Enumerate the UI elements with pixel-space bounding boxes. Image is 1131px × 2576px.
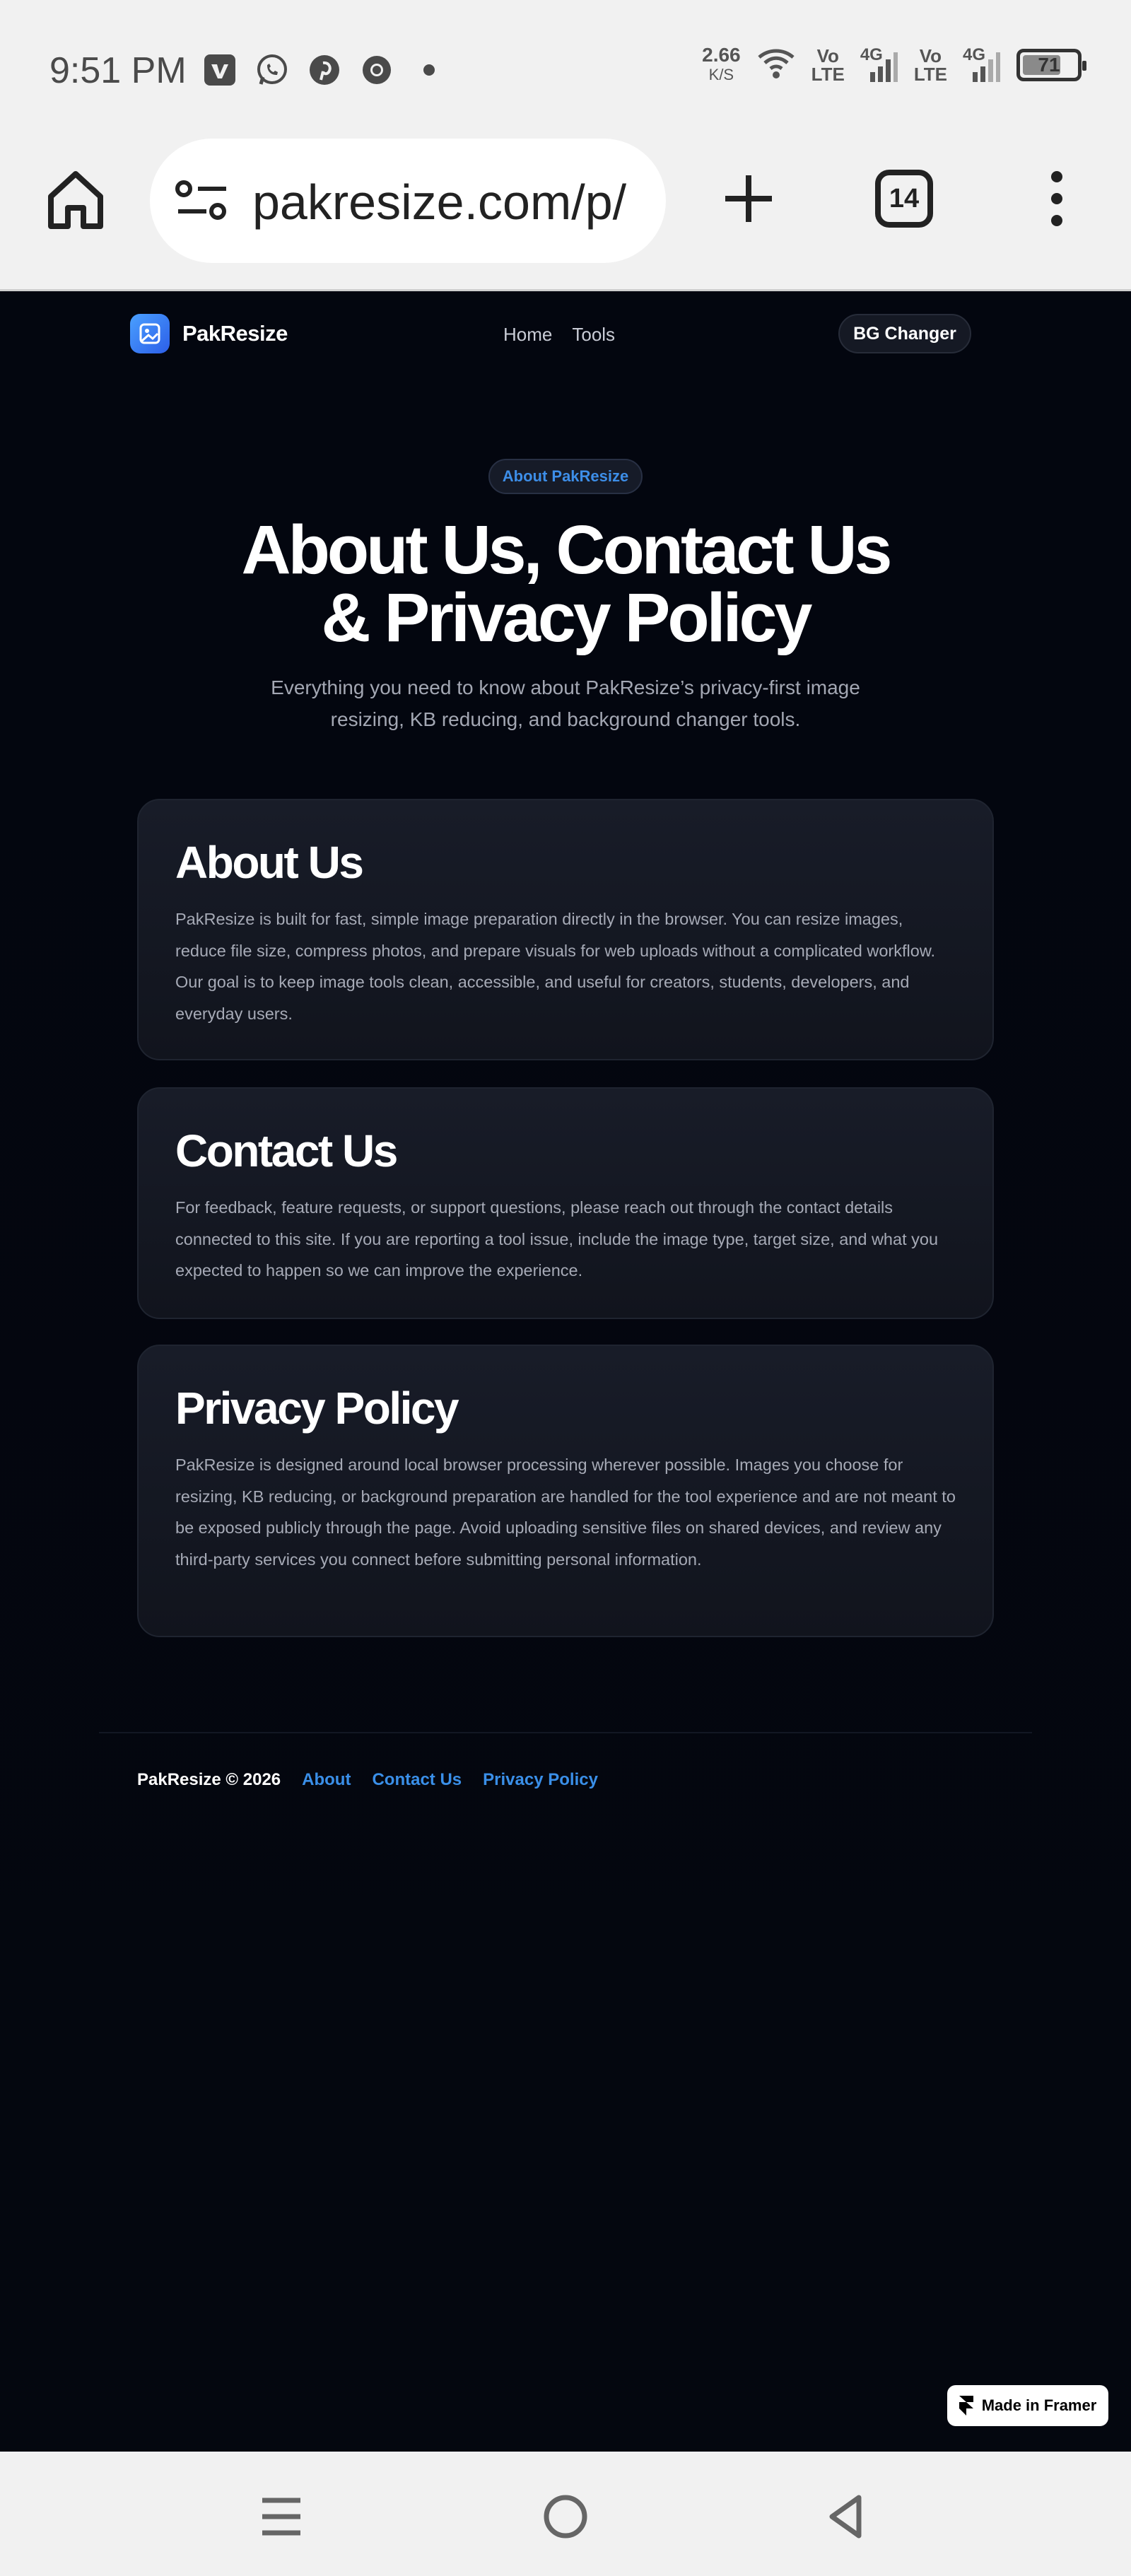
framer-icon: [959, 2396, 973, 2416]
sim2-volte-top: Vo: [919, 45, 942, 66]
network-speed: [702, 45, 741, 85]
plus-icon: [717, 167, 780, 230]
more-vert-icon: [1039, 167, 1074, 230]
sim2-signal-icon: [963, 45, 1001, 85]
battery-icon: [1016, 49, 1082, 81]
wifi-icon: [756, 47, 796, 83]
home-button[interactable]: [44, 167, 107, 230]
nav-tools[interactable]: Tools: [572, 324, 616, 345]
home-nav-button[interactable]: [537, 2488, 594, 2545]
footer-divider: [99, 1732, 1032, 1733]
brand[interactable]: [130, 314, 288, 353]
tab-count: 14: [889, 183, 920, 213]
site-settings-icon[interactable]: [175, 179, 229, 223]
sim2-network-type: 4G: [963, 45, 986, 64]
sim1-signal-icon: [860, 45, 898, 85]
sim1-volte: [811, 47, 845, 83]
about-us-text: PakResize is built for fast, simple image preparation directly in the browser. You can resize images, reduce file size, compress photos, and prepare visuals for web uploads without a complicated workflow. Our goal is to keep image tools clean, accessible, and useful for creators, students, developers, and everyday users.: [175, 910, 936, 1023]
sim2-volte: [914, 47, 947, 83]
footer-link-privacy[interactable]: Privacy Policy: [483, 1770, 598, 1789]
sim1-volte-bottom: LTE: [811, 64, 845, 85]
pinterest-icon: [306, 52, 343, 88]
footer-copyright: PakResize © 2026: [137, 1770, 281, 1789]
recent-apps-button[interactable]: [253, 2488, 310, 2545]
back-triangle-icon: [822, 2492, 872, 2541]
tab-switcher-button[interactable]: [875, 170, 933, 228]
privacy-policy-card: [137, 1345, 994, 1637]
site-footer: [137, 1770, 598, 1790]
footer-link-about[interactable]: About: [302, 1770, 351, 1789]
system-navigation-bar: [0, 2452, 1131, 2576]
about-pill-badge: About PakResize: [488, 459, 643, 494]
contact-us-text: For feedback, feature requests, or support questions, please reach out through the contact details connected to this site. If you are reporting a tool issue, include the image type, target size, and what you expected to happen so we can improve the experience.: [175, 1198, 939, 1280]
url-text[interactable]: pakresize.com/p/: [252, 175, 627, 230]
circle-icon: [541, 2492, 590, 2541]
sim1-volte-top: Vo: [816, 45, 839, 66]
site-header: [0, 291, 1131, 380]
framer-badge-label: Made in Framer: [981, 2396, 1097, 2414]
contact-us-card: [137, 1087, 994, 1319]
contact-us-heading: Contact Us: [175, 1125, 397, 1176]
status-time: 9:51 PM: [49, 50, 187, 91]
sim2-volte-bottom: LTE: [913, 64, 947, 85]
about-us-card: [137, 799, 994, 1060]
privacy-policy-heading: Privacy Policy: [175, 1383, 458, 1434]
nav-home[interactable]: Home: [503, 324, 553, 345]
bg-changer-button[interactable]: BG Changer: [838, 314, 971, 353]
privacy-policy-text: PakResize is designed around local browser processing wherever possible. Images you choose for resizing, KB reducing, or background preparation are handled for the tool experience and are not meant to be exposed publicly through the page. Avoid uploading sensitive files on shared devices, and review any third-party services you connect before submitting personal information.: [175, 1456, 956, 1569]
back-button[interactable]: [819, 2488, 875, 2545]
about-us-heading: About Us: [175, 837, 363, 888]
whatsapp-icon: [254, 52, 291, 88]
notification-icons: [201, 52, 447, 88]
battery-level: 71: [1038, 54, 1060, 76]
address-bar[interactable]: [150, 139, 666, 263]
main-nav: [503, 324, 615, 346]
page-content: [0, 291, 1131, 2452]
status-bar: [0, 0, 1131, 134]
sim1-network-type: 4G: [860, 45, 883, 64]
page-title: About Us, Contact Us & Privacy Policy: [241, 511, 890, 656]
browser-toolbar: [0, 134, 1131, 291]
browser-menu-button[interactable]: [1039, 167, 1074, 230]
status-indicators: [702, 45, 1082, 85]
made-in-framer-badge[interactable]: [947, 2385, 1108, 2426]
footer-link-contact[interactable]: Contact Us: [372, 1770, 462, 1789]
chrome-icon: [358, 52, 395, 88]
dot-icon: [411, 52, 447, 88]
menu-icon: [257, 2492, 306, 2541]
vimeo-icon: [201, 52, 238, 88]
image-logo-icon: [130, 314, 170, 353]
home-icon: [44, 167, 107, 230]
page-subtitle: Everything you need to know about PakResize’s privacy-first image resizing, KB reducing, and background changer tools.: [271, 677, 860, 730]
brand-name: PakResize: [182, 321, 288, 346]
network-speed-unit: K/S: [708, 66, 734, 83]
network-speed-value: 2.66: [702, 44, 741, 66]
new-tab-button[interactable]: [717, 167, 780, 230]
